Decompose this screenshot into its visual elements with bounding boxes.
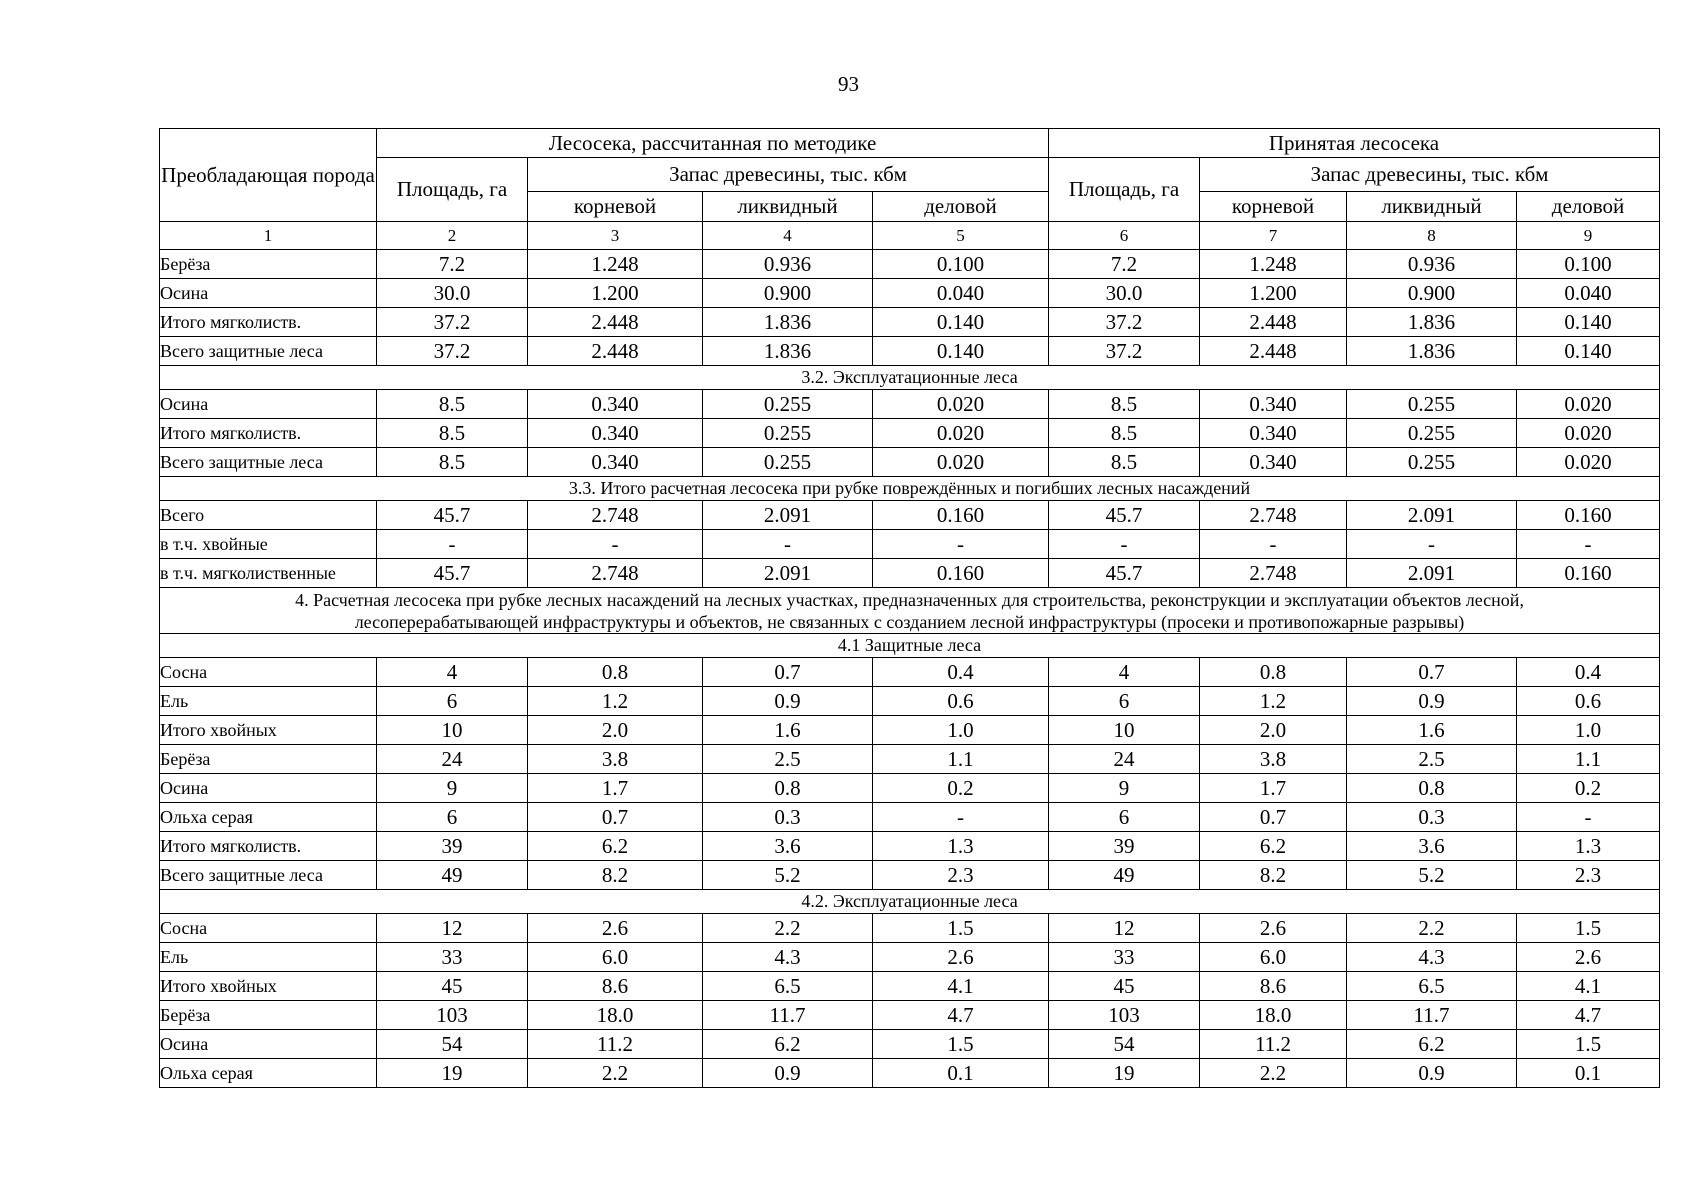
row-species-label: Осина — [160, 390, 377, 419]
row-value-cell: 1.836 — [703, 308, 873, 337]
row-value-cell: 6.2 — [1200, 832, 1347, 861]
row-value-cell: 2.3 — [873, 861, 1049, 890]
row-value-cell: 1.3 — [873, 832, 1049, 861]
row-value-cell: 8.6 — [1200, 972, 1347, 1001]
row-value-cell: 0.255 — [703, 390, 873, 419]
row-value-cell: 1.836 — [1347, 337, 1517, 366]
row-value-cell: 8.5 — [1049, 390, 1200, 419]
table-row — [160, 914, 1660, 943]
row-species-label: Сосна — [160, 658, 377, 687]
row-species-label: Итого хвойных — [160, 716, 377, 745]
row-value-cell: 2.5 — [1347, 745, 1517, 774]
row-value-cell: 45.7 — [1049, 501, 1200, 530]
row-value-cell: 45 — [377, 972, 528, 1001]
row-value-cell: 1.2 — [528, 687, 703, 716]
row-value-cell: 0.8 — [1200, 658, 1347, 687]
row-value-cell: - — [377, 530, 528, 559]
column-number: 3 — [528, 222, 703, 250]
row-value-cell: 6 — [1049, 687, 1200, 716]
row-value-cell: 2.6 — [1200, 914, 1347, 943]
table-row — [160, 250, 1660, 279]
row-value-cell: 9 — [1049, 774, 1200, 803]
row-species-label: Итого мягколиств. — [160, 419, 377, 448]
row-species-label: Всего защитные леса — [160, 861, 377, 890]
section-row — [160, 634, 1660, 658]
header-area-calculated: Площадь, га — [377, 158, 528, 222]
row-value-cell: 45.7 — [1049, 559, 1200, 588]
table-row — [160, 774, 1660, 803]
row-species-label: Итого хвойных — [160, 972, 377, 1001]
row-value-cell: 1.0 — [873, 716, 1049, 745]
table-row — [160, 1001, 1660, 1030]
row-value-cell: 3.6 — [703, 832, 873, 861]
row-value-cell: 0.040 — [1517, 279, 1660, 308]
row-species-label: в т.ч. мягколиственные — [160, 559, 377, 588]
row-value-cell: 0.1 — [873, 1059, 1049, 1088]
table-row — [160, 559, 1660, 588]
row-value-cell: 3.8 — [528, 745, 703, 774]
row-value-cell: - — [873, 530, 1049, 559]
row-value-cell: 45 — [1049, 972, 1200, 1001]
row-species-label: Сосна — [160, 914, 377, 943]
row-value-cell: 0.020 — [873, 448, 1049, 477]
row-value-cell: 0.255 — [703, 419, 873, 448]
row-value-cell: 8.2 — [1200, 861, 1347, 890]
row-value-cell: 6 — [1049, 803, 1200, 832]
row-value-cell: 1.5 — [873, 1030, 1049, 1059]
page-number: 93 — [838, 72, 859, 96]
row-value-cell: 4.7 — [1517, 1001, 1660, 1030]
row-value-cell: 7.2 — [377, 250, 528, 279]
header-species: Преобладающая порода — [160, 129, 377, 222]
header-business-accepted: деловой — [1517, 192, 1660, 222]
row-value-cell: - — [703, 530, 873, 559]
row-value-cell: 1.5 — [1517, 1030, 1660, 1059]
row-value-cell: 0.900 — [1347, 279, 1517, 308]
header-area-accepted: Площадь, га — [1049, 158, 1200, 222]
row-value-cell: 0.8 — [1347, 774, 1517, 803]
row-value-cell: 1.836 — [1347, 308, 1517, 337]
row-value-cell: 1.2 — [1200, 687, 1347, 716]
row-value-cell: 8.5 — [1049, 419, 1200, 448]
table-row — [160, 861, 1660, 890]
row-value-cell: 24 — [1049, 745, 1200, 774]
row-value-cell: 0.140 — [873, 308, 1049, 337]
column-number: 9 — [1517, 222, 1660, 250]
row-species-label: Осина — [160, 1030, 377, 1059]
row-value-cell: 0.340 — [528, 390, 703, 419]
cutting-area-table — [159, 128, 1660, 1088]
table-row — [160, 337, 1660, 366]
row-value-cell: 2.448 — [1200, 337, 1347, 366]
column-number: 8 — [1347, 222, 1517, 250]
row-value-cell: 24 — [377, 745, 528, 774]
row-value-cell: 6.5 — [703, 972, 873, 1001]
column-number: 7 — [1200, 222, 1347, 250]
row-value-cell: 37.2 — [377, 337, 528, 366]
row-value-cell: 6.0 — [1200, 943, 1347, 972]
row-value-cell: 37.2 — [1049, 337, 1200, 366]
row-value-cell: 8.5 — [377, 448, 528, 477]
table-row — [160, 972, 1660, 1001]
row-value-cell: 11.2 — [1200, 1030, 1347, 1059]
row-value-cell: 30.0 — [1049, 279, 1200, 308]
row-value-cell: 0.020 — [1517, 390, 1660, 419]
header-root-calculated: корневой — [528, 192, 703, 222]
table-row — [160, 832, 1660, 861]
row-value-cell: 19 — [1049, 1059, 1200, 1088]
row-species-label: в т.ч. хвойные — [160, 530, 377, 559]
row-value-cell: 2.448 — [1200, 308, 1347, 337]
row-value-cell: 4.1 — [873, 972, 1049, 1001]
table-row — [160, 390, 1660, 419]
row-value-cell: - — [1517, 530, 1660, 559]
row-value-cell: 2.091 — [703, 559, 873, 588]
section-title — [160, 588, 1660, 634]
row-value-cell: 4 — [1049, 658, 1200, 687]
section-title: 3.2. Эксплуатационные леса — [160, 366, 1660, 390]
row-value-cell: 0.1 — [1517, 1059, 1660, 1088]
row-value-cell: 1.0 — [1517, 716, 1660, 745]
column-number: 2 — [377, 222, 528, 250]
row-value-cell: 2.0 — [528, 716, 703, 745]
row-value-cell: 1.836 — [703, 337, 873, 366]
row-value-cell: 4.3 — [1347, 943, 1517, 972]
row-species-label: Берёза — [160, 250, 377, 279]
row-value-cell: 1.5 — [1517, 914, 1660, 943]
row-value-cell: 0.160 — [1517, 501, 1660, 530]
row-species-label: Всего — [160, 501, 377, 530]
header-stock-accepted: Запас древесины, тыс. кбм — [1200, 158, 1660, 192]
table-row — [160, 530, 1660, 559]
row-value-cell: 0.160 — [873, 501, 1049, 530]
row-value-cell: 2.6 — [528, 914, 703, 943]
row-value-cell: 1.200 — [1200, 279, 1347, 308]
row-value-cell: 0.160 — [873, 559, 1049, 588]
header-stock-calculated: Запас древесины, тыс. кбм — [528, 158, 1049, 192]
row-value-cell: 8.6 — [528, 972, 703, 1001]
row-value-cell: - — [1347, 530, 1517, 559]
section-row — [160, 477, 1660, 501]
row-value-cell: 6.2 — [1347, 1030, 1517, 1059]
row-value-cell: 39 — [377, 832, 528, 861]
row-value-cell: 0.140 — [1517, 308, 1660, 337]
row-species-label: Берёза — [160, 1001, 377, 1030]
table-row — [160, 716, 1660, 745]
row-value-cell: 11.7 — [703, 1001, 873, 1030]
column-number-row — [160, 222, 1660, 250]
row-value-cell: 5.2 — [1347, 861, 1517, 890]
row-value-cell: 0.9 — [1347, 687, 1517, 716]
row-species-label: Итого мягколиств. — [160, 308, 377, 337]
row-value-cell: 0.040 — [873, 279, 1049, 308]
row-value-cell: 0.7 — [703, 658, 873, 687]
row-value-cell: 37.2 — [377, 308, 528, 337]
row-value-cell: 8.2 — [528, 861, 703, 890]
row-value-cell: 9 — [377, 774, 528, 803]
row-value-cell: 1.7 — [1200, 774, 1347, 803]
row-value-cell: 4.7 — [873, 1001, 1049, 1030]
row-value-cell: 2.2 — [528, 1059, 703, 1088]
row-value-cell: 2.6 — [873, 943, 1049, 972]
row-value-cell: 0.020 — [1517, 448, 1660, 477]
row-value-cell: 0.340 — [1200, 419, 1347, 448]
row-value-cell: 2.748 — [528, 559, 703, 588]
row-value-cell: 1.6 — [1347, 716, 1517, 745]
row-value-cell: 6 — [377, 803, 528, 832]
row-value-cell: 0.7 — [1347, 658, 1517, 687]
row-value-cell: 8.5 — [1049, 448, 1200, 477]
header-root-accepted: корневой — [1200, 192, 1347, 222]
row-value-cell: 0.100 — [873, 250, 1049, 279]
row-value-cell: 1.3 — [1517, 832, 1660, 861]
table-row — [160, 419, 1660, 448]
table-row — [160, 279, 1660, 308]
row-value-cell: 0.255 — [703, 448, 873, 477]
row-value-cell: 0.255 — [1347, 390, 1517, 419]
row-value-cell: 0.7 — [528, 803, 703, 832]
row-species-label: Ольха серая — [160, 803, 377, 832]
row-value-cell: 4.1 — [1517, 972, 1660, 1001]
row-value-cell: 0.3 — [1347, 803, 1517, 832]
row-value-cell: 0.020 — [873, 390, 1049, 419]
row-value-cell: - — [1049, 530, 1200, 559]
row-value-cell: 0.020 — [873, 419, 1049, 448]
section-row — [160, 366, 1660, 390]
row-species-label: Берёза — [160, 745, 377, 774]
table-row — [160, 687, 1660, 716]
table-row — [160, 501, 1660, 530]
table-body — [160, 250, 1660, 1088]
row-value-cell: 0.340 — [528, 419, 703, 448]
row-value-cell: 54 — [377, 1030, 528, 1059]
row-value-cell: 2.5 — [703, 745, 873, 774]
row-value-cell: 0.255 — [1347, 419, 1517, 448]
row-value-cell: 49 — [1049, 861, 1200, 890]
row-value-cell: 19 — [377, 1059, 528, 1088]
row-species-label: Всего защитные леса — [160, 337, 377, 366]
section-row — [160, 588, 1660, 634]
row-value-cell: 5.2 — [703, 861, 873, 890]
row-value-cell: 33 — [377, 943, 528, 972]
section-title-line: 4. Расчетная лесосека при рубке лесных насаждений на лесных участках, предназначенных для строительства, реконструкции и эксплуатации объектов лесной, — [295, 589, 1524, 610]
row-value-cell: 0.160 — [1517, 559, 1660, 588]
row-value-cell: 0.7 — [1200, 803, 1347, 832]
section-row — [160, 890, 1660, 914]
row-value-cell: 7.2 — [1049, 250, 1200, 279]
table-row — [160, 448, 1660, 477]
row-value-cell: 0.9 — [703, 687, 873, 716]
row-value-cell: 2.091 — [1347, 501, 1517, 530]
row-value-cell: 18.0 — [1200, 1001, 1347, 1030]
table-row — [160, 943, 1660, 972]
row-value-cell: 3.6 — [1347, 832, 1517, 861]
row-value-cell: 103 — [1049, 1001, 1200, 1030]
row-value-cell: 1.248 — [1200, 250, 1347, 279]
row-value-cell: 0.2 — [1517, 774, 1660, 803]
row-value-cell: 0.936 — [1347, 250, 1517, 279]
row-value-cell: 2.2 — [703, 914, 873, 943]
row-value-cell: 0.340 — [1200, 390, 1347, 419]
table-row — [160, 658, 1660, 687]
row-value-cell: 0.936 — [703, 250, 873, 279]
row-value-cell: 33 — [1049, 943, 1200, 972]
row-value-cell: 0.900 — [703, 279, 873, 308]
row-value-cell: 0.255 — [1347, 448, 1517, 477]
row-value-cell: 8.5 — [377, 419, 528, 448]
row-value-cell: 2.448 — [528, 337, 703, 366]
row-value-cell: 11.2 — [528, 1030, 703, 1059]
row-value-cell: 2.091 — [1347, 559, 1517, 588]
row-value-cell: 0.8 — [528, 658, 703, 687]
row-value-cell: 2.2 — [1200, 1059, 1347, 1088]
table-row — [160, 1030, 1660, 1059]
row-value-cell: 1.5 — [873, 914, 1049, 943]
row-species-label: Ель — [160, 943, 377, 972]
row-value-cell: 1.7 — [528, 774, 703, 803]
table-row — [160, 803, 1660, 832]
table-row — [160, 308, 1660, 337]
row-value-cell: - — [1200, 530, 1347, 559]
row-value-cell: 10 — [377, 716, 528, 745]
row-value-cell: 2.748 — [528, 501, 703, 530]
section-title: 3.3. Итого расчетная лесосека при рубке повреждённых и погибших лесных насаждений — [160, 477, 1660, 501]
row-value-cell: 1.1 — [873, 745, 1049, 774]
row-value-cell: 0.4 — [1517, 658, 1660, 687]
row-value-cell: 6.2 — [528, 832, 703, 861]
header-liquid-calculated: ликвидный — [703, 192, 873, 222]
row-value-cell: 1.1 — [1517, 745, 1660, 774]
header-group-calculated: Лесосека, рассчитанная по методике — [377, 129, 1049, 158]
row-value-cell: 1.248 — [528, 250, 703, 279]
row-value-cell: 0.340 — [528, 448, 703, 477]
table-row — [160, 1059, 1660, 1088]
row-value-cell: 0.140 — [873, 337, 1049, 366]
column-number: 4 — [703, 222, 873, 250]
table-row — [160, 745, 1660, 774]
section-title: 4.1 Защитные леса — [160, 634, 1660, 658]
section-title-line: лесоперерабатывающей инфраструктуры и объектов, не связанных с созданием лесной инфраструктуры (просеки и противопожарные разрывы) — [354, 611, 1465, 632]
row-value-cell: 2.2 — [1347, 914, 1517, 943]
row-value-cell: 0.6 — [873, 687, 1049, 716]
column-number: 5 — [873, 222, 1049, 250]
row-value-cell: 0.4 — [873, 658, 1049, 687]
row-species-label: Ель — [160, 687, 377, 716]
row-species-label: Ольха серая — [160, 1059, 377, 1088]
row-species-label: Итого мягколиств. — [160, 832, 377, 861]
row-value-cell: 39 — [1049, 832, 1200, 861]
row-value-cell: 12 — [377, 914, 528, 943]
row-value-cell: 6.0 — [528, 943, 703, 972]
row-value-cell: 2.748 — [1200, 501, 1347, 530]
row-value-cell: 6.5 — [1347, 972, 1517, 1001]
header-group-accepted: Принятая лесосека — [1049, 129, 1660, 158]
row-value-cell: 0.140 — [1517, 337, 1660, 366]
row-value-cell: 0.9 — [703, 1059, 873, 1088]
row-value-cell: 10 — [1049, 716, 1200, 745]
row-species-label: Осина — [160, 774, 377, 803]
row-value-cell: 2.0 — [1200, 716, 1347, 745]
row-value-cell: - — [873, 803, 1049, 832]
row-value-cell: 0.2 — [873, 774, 1049, 803]
row-value-cell: 0.340 — [1200, 448, 1347, 477]
row-value-cell: 0.3 — [703, 803, 873, 832]
row-value-cell: 2.748 — [1200, 559, 1347, 588]
row-value-cell: 0.6 — [1517, 687, 1660, 716]
row-value-cell: 2.3 — [1517, 861, 1660, 890]
header-business-calculated: деловой — [873, 192, 1049, 222]
row-value-cell: 12 — [1049, 914, 1200, 943]
section-title: 4.2. Эксплуатационные леса — [160, 890, 1660, 914]
row-value-cell: 37.2 — [1049, 308, 1200, 337]
row-value-cell: 103 — [377, 1001, 528, 1030]
header-liquid-accepted: ликвидный — [1347, 192, 1517, 222]
row-species-label: Осина — [160, 279, 377, 308]
row-value-cell: 4 — [377, 658, 528, 687]
row-value-cell: 2.448 — [528, 308, 703, 337]
row-value-cell: 54 — [1049, 1030, 1200, 1059]
row-value-cell: 45.7 — [377, 501, 528, 530]
row-value-cell: 0.9 — [1347, 1059, 1517, 1088]
row-value-cell: 6.2 — [703, 1030, 873, 1059]
row-value-cell: 1.200 — [528, 279, 703, 308]
row-value-cell: - — [528, 530, 703, 559]
row-value-cell: 8.5 — [377, 390, 528, 419]
row-value-cell: 18.0 — [528, 1001, 703, 1030]
column-number: 6 — [1049, 222, 1200, 250]
row-value-cell: 4.3 — [703, 943, 873, 972]
row-value-cell: 0.020 — [1517, 419, 1660, 448]
row-value-cell: 49 — [377, 861, 528, 890]
row-value-cell: 2.091 — [703, 501, 873, 530]
row-value-cell: 0.100 — [1517, 250, 1660, 279]
column-number: 1 — [160, 222, 377, 250]
row-value-cell: 0.8 — [703, 774, 873, 803]
row-value-cell: 3.8 — [1200, 745, 1347, 774]
row-value-cell: 6 — [377, 687, 528, 716]
row-value-cell: 45.7 — [377, 559, 528, 588]
row-value-cell: - — [1517, 803, 1660, 832]
row-species-label: Всего защитные леса — [160, 448, 377, 477]
row-value-cell: 30.0 — [377, 279, 528, 308]
row-value-cell: 1.6 — [703, 716, 873, 745]
row-value-cell: 2.6 — [1517, 943, 1660, 972]
row-value-cell: 11.7 — [1347, 1001, 1517, 1030]
